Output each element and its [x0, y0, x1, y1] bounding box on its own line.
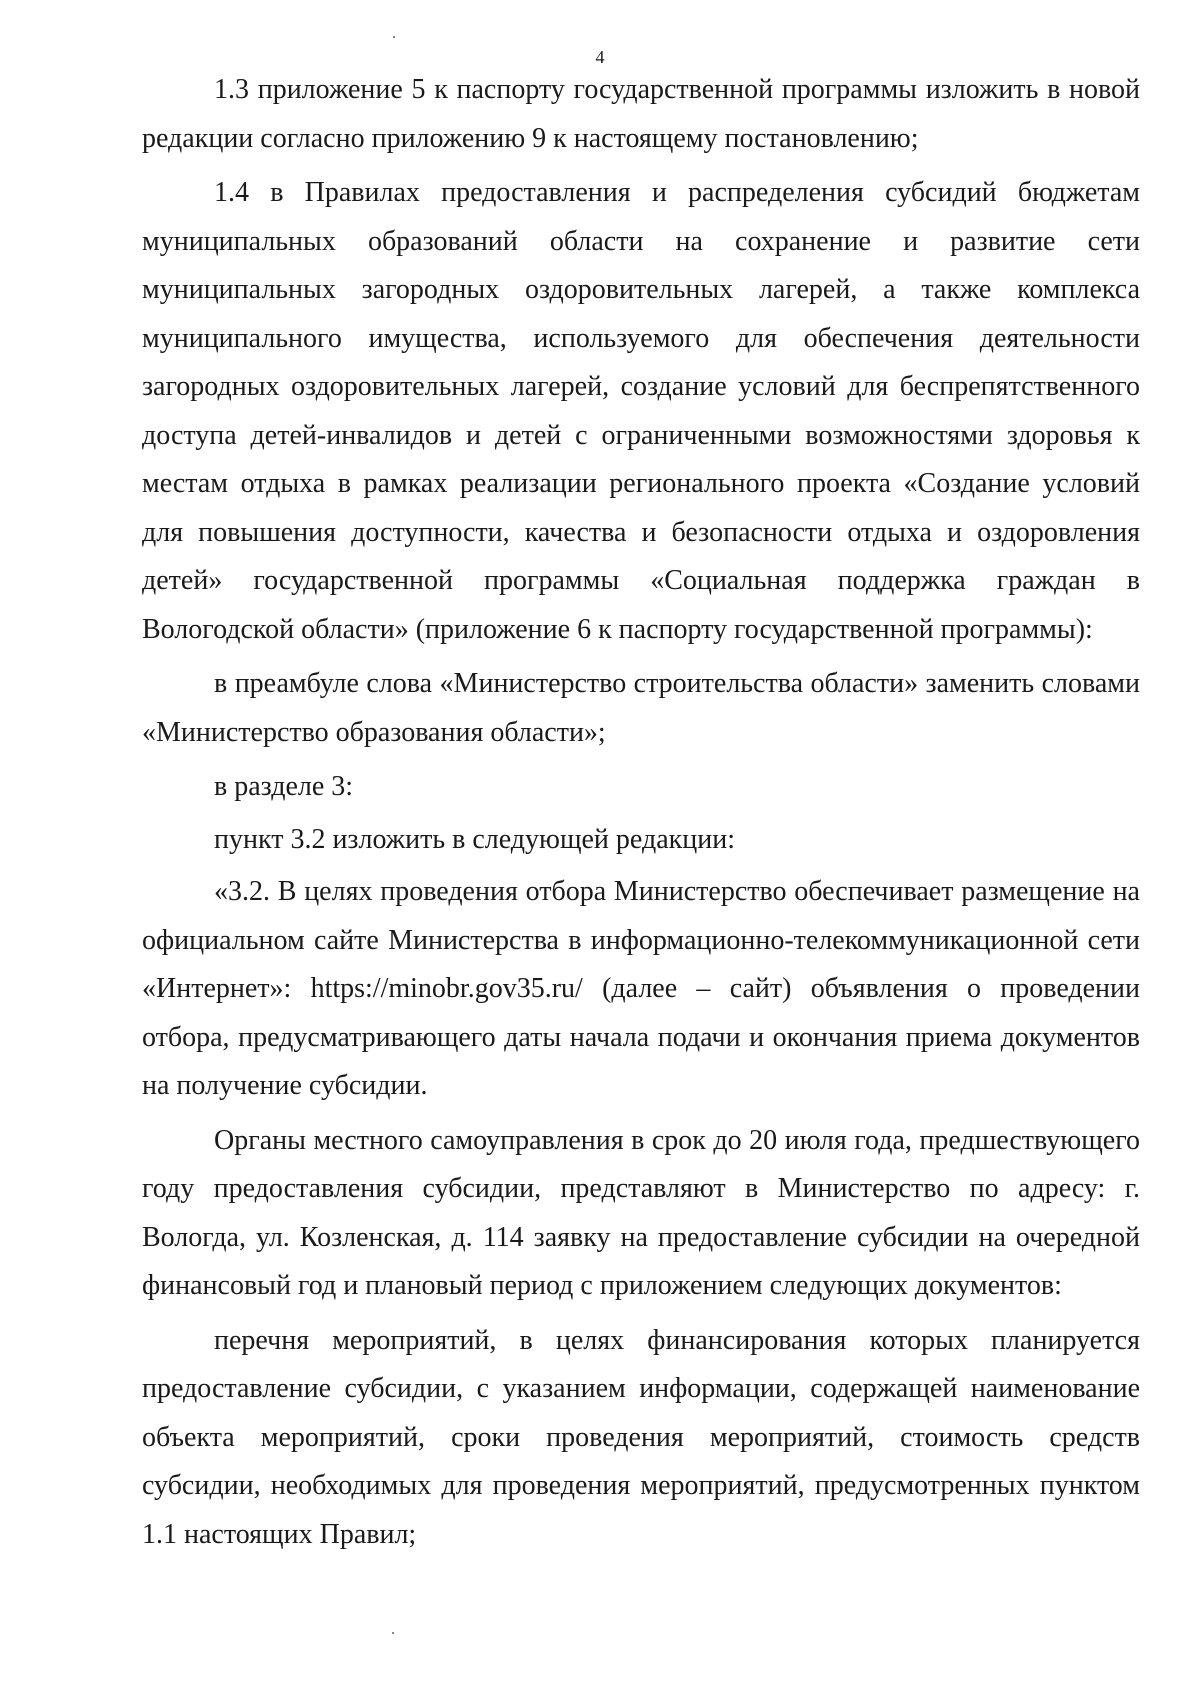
- paragraph-events-list: перечня мероприятий, в целях финансирования которых планируется предоставление субсидии, с указанием информации, содержащей наименование объекта мероприятий, сроки проведения мероприятий, стоимость средств субсидии, необходимых для проведения мероприятий, предусмотренных пунктом 1.1 настоящих Правил;: [142, 1324, 1140, 1550]
- paragraph-local-authorities: Органы местного самоуправления в срок до 20 июля года, предшествующего году предоставления субсидии, представляют в Министерство по адресу: г. Вологда, ул. Козленская, д. 114 заявку на предоставление субсидии на очередной финансовый год и плановый период с приложением следующих документов:: [142, 1124, 1140, 1301]
- document-body: [142, 66, 1140, 1565]
- scan-artifact-top: [393, 36, 395, 38]
- paragraph-1-3: 1.3 приложение 5 к паспорту государственной программы изложить в новой редакции согласно приложению 9 к настоящему постановлению;: [142, 74, 1140, 154]
- paragraph-1-4: 1.4 в Правилах предоставления и распределения субсидий бюджетам муниципальных образований области на сохранение и развитие сети муниципальных загородных оздоровительных лагерей, а также комплекса муниципального имущества, используемого для обеспечения деятельности загородных оздоровительных лагерей, создание условий для беспрепятственного доступа детей-инвалидов и детей с ограниченными возможностями здоровья к местам отдыха в рамках реализации регионального проекта «Создание условий для повышения доступности, качества и безопасности отдыха и оздоровления детей» государственной программы «Социальная поддержка граждан в Вологодской области» (приложение 6 к паспорту государственной программы):: [142, 177, 1140, 645]
- page-number: 4: [595, 47, 605, 67]
- scan-artifact-bottom: [392, 1632, 394, 1634]
- paragraph-item-3-2: «3.2. В целях проведения отбора Министерство обеспечивает размещение на официальном сайте Министерства в информационно-телекоммуникационной сети «Интернет»: https://minobr.gov35.ru/ (далее – сайт) объявления о проведении отбора, предусматривающего даты начала подачи и окончания приема документов на получение субсидии.: [142, 876, 1140, 1101]
- paragraph-item-3-2-intro: пункт 3.2 изложить в следующей редакции:: [214, 823, 735, 855]
- paragraph-preamble-change: в преамбуле слова «Министерство строительства области» заменить словами «Министерство образования области»;: [142, 668, 1140, 748]
- paragraph-section-3: в разделе 3:: [214, 771, 354, 802]
